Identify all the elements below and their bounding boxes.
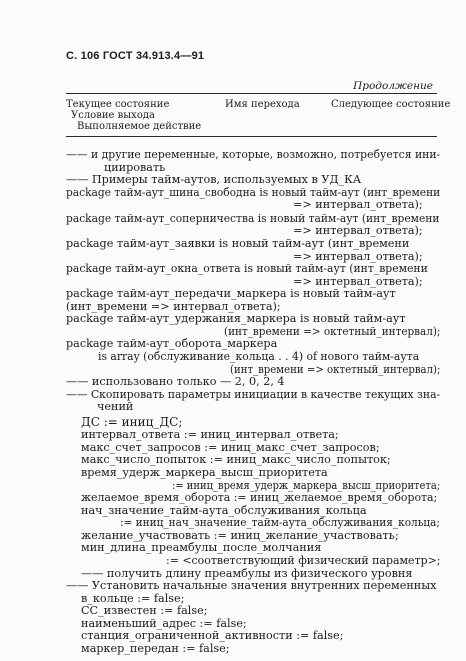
table-header-top-rule bbox=[66, 93, 437, 94]
text-line: —— использовано только — 2, 0, 2, 4 bbox=[66, 375, 285, 389]
text-line: —— Скопировать параметры инициации в качестве текущих зна- bbox=[66, 387, 441, 401]
text-line: package тайм-аут_шина_свободна is новый тайм-аут (инт_времени bbox=[66, 185, 441, 199]
text-line: (инт_времени => октетный_интервал); bbox=[224, 324, 441, 338]
text-line: package тайм-аут_соперничества is новый тайм-аут (инт_времени bbox=[66, 211, 440, 225]
column-header-next-state: Следующее состояние bbox=[331, 99, 451, 110]
text-line: package тайм-аут_передачи_маркера is новый тайм-аут bbox=[66, 287, 396, 301]
text-line: СС_известен := false; bbox=[81, 604, 208, 618]
text-line: макс_число_попыток := иниц_макс_число_попыток; bbox=[81, 453, 391, 467]
text-line: => интервал_ответа); bbox=[293, 198, 423, 212]
text-line: package тайм-аут_оборота_маркера bbox=[66, 337, 278, 351]
text-line: станция_ограниченной_активности := false; bbox=[81, 629, 344, 643]
text-line: (инт_времени => октетный_интервал); bbox=[230, 362, 441, 376]
text-line: —— Установить начальные значения внутренних переменных bbox=[66, 579, 437, 593]
column-header-action: Выполняемое действие bbox=[77, 121, 202, 132]
text-line: := <соответствующий физический параметр>; bbox=[166, 554, 441, 568]
text-line: package тайм-аут_заявки is новый тайм-аут (инт_времени bbox=[66, 236, 410, 250]
column-header-exit-condition: Условие выхода bbox=[71, 110, 155, 121]
text-line: время_удерж_маркера_высш_приоритета bbox=[81, 466, 328, 480]
text-line: —— Примеры тайм-аутов, используемых в УД_КА bbox=[66, 173, 362, 187]
text-line: чений bbox=[97, 400, 134, 414]
text-line: (инт_времени => интервал_ответа); bbox=[66, 299, 281, 313]
text-line: := иниц_время_удерж_маркера_высш_приоритета; bbox=[172, 478, 441, 492]
text-line: —— и другие переменные, которые, возможно, потребуется ини- bbox=[66, 148, 441, 161]
page-header-reference: С. 106 ГОСТ 34.913.4—91 bbox=[66, 50, 205, 62]
text-line: наименьший_адрес := false; bbox=[81, 616, 247, 630]
text-line: package тайм-аут_удержания_маркера is новый тайм-аут bbox=[66, 312, 406, 326]
text-line: ДС := иниц_ДС; bbox=[81, 414, 183, 429]
table-header-bottom-rule bbox=[66, 136, 437, 137]
text-line: => интервал_ответа); bbox=[293, 249, 423, 263]
text-line: интервал_ответа := иниц_интервал_ответа; bbox=[81, 428, 339, 442]
text-line: мин_длина_преамбулы_после_молчания bbox=[81, 541, 322, 555]
text-line: —— получить длину преамбулы из физического уровня bbox=[81, 566, 413, 580]
text-line: package тайм-аут_окна_ответа is новый тайм-аут (инт_времени bbox=[66, 262, 428, 276]
text-line: циировать bbox=[104, 160, 166, 174]
text-line: => интервал_ответа); bbox=[293, 224, 423, 238]
text-line: is array (обслуживание_кольца . . 4) of нового тайм-аута bbox=[98, 350, 420, 364]
text-line: желаемое_время_оборота := иниц_желаемое_время_оборота; bbox=[81, 491, 438, 505]
column-header-current-state: Текущее состояние bbox=[66, 99, 170, 110]
text-line: нач_значение_тайм-аута_обслуживания_кольца bbox=[81, 503, 367, 517]
text-line: макс_счет_запросов := иниц_макс_счет_запросов; bbox=[81, 440, 380, 454]
text-line: => интервал_ответа); bbox=[293, 274, 423, 288]
continuation-label: Продолжение bbox=[353, 80, 433, 92]
column-header-transition-name: Имя перехода bbox=[225, 99, 300, 110]
text-line: := иниц_нач_значение_тайм-аута_обслуживания_кольца; bbox=[120, 516, 440, 530]
text-line: в_кольце := false; bbox=[81, 591, 185, 605]
text-line: маркер_передан := false; bbox=[81, 642, 230, 655]
text-line: желание_участвовать := иниц_желание_участвовать; bbox=[81, 528, 399, 542]
